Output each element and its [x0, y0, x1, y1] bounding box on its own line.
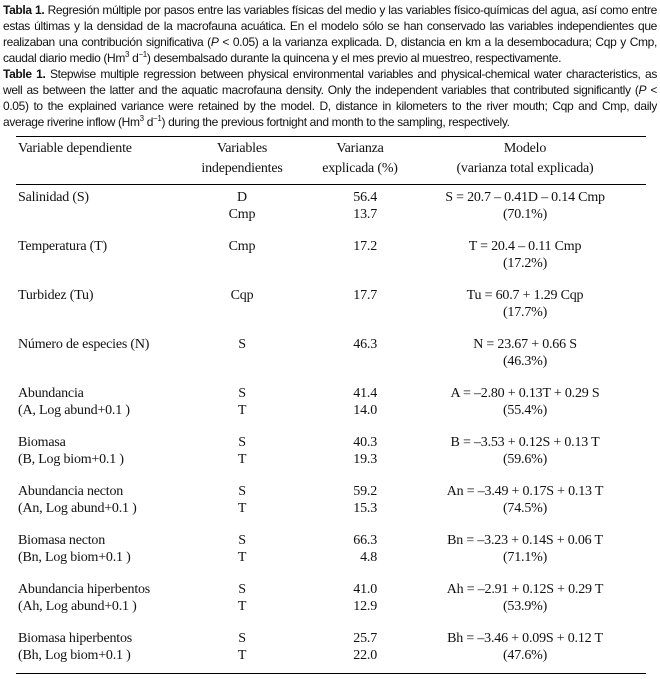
explained-variance: 66.3 [353, 533, 377, 548]
table-caption [3, 2, 657, 130]
model-equation: S = 20.7 – 0.41D – 0.14 Cmp [445, 190, 605, 205]
dependent-variable: Abundancia necton [18, 484, 124, 499]
independent-variable: T [237, 648, 247, 663]
explained-variance: 15.3 [353, 501, 377, 516]
caption-line [3, 50, 657, 66]
explained-variance: 40.3 [353, 435, 377, 450]
caption-line [3, 114, 657, 130]
caption-line [3, 66, 657, 82]
model-equation: (55.4%) [502, 403, 548, 418]
independent-variable: S [238, 533, 246, 548]
superscript: −1 [153, 114, 162, 123]
table-row [0, 532, 660, 581]
table-row [0, 238, 660, 287]
caption-label: Table 1. [3, 67, 46, 81]
model-equation: (74.5%) [502, 501, 548, 516]
model-equation: N = 23.67 + 0.66 S [473, 337, 577, 352]
caption-line [3, 34, 657, 50]
explained-variance: 17.2 [353, 239, 377, 254]
superscript: −1 [138, 50, 147, 59]
explained-variance: 17.7 [353, 288, 377, 303]
table-row [0, 189, 660, 238]
caption-text: d [129, 51, 139, 65]
dependent-variable: (An, Log abund+0.1 ) [18, 501, 137, 516]
table-row [0, 581, 660, 630]
independent-variable: S [238, 337, 246, 352]
caption-text: ) desembalsado durante la quincena y el mes previo al muestreo, respectivamente. [146, 51, 562, 65]
column-header: explicada (%) [322, 161, 398, 176]
independent-variable: S [238, 386, 246, 401]
explained-variance: 14.0 [353, 403, 377, 418]
header-line [0, 140, 660, 157]
caption-text: < 0.05) a la varianza explicada. D, distancia en km a la desembocadura; Cqp y Cmp, [218, 35, 657, 49]
explained-variance: 41.0 [353, 582, 377, 597]
caption-line [3, 2, 657, 18]
header-line [0, 160, 660, 177]
explained-variance: 41.4 [353, 386, 377, 401]
top-rule [16, 136, 646, 137]
explained-variance: 46.3 [353, 337, 377, 352]
independent-variable: D [237, 190, 247, 205]
dependent-variable: (B, Log biom+0.1 ) [18, 452, 124, 467]
caption-label: Tabla 1. [3, 3, 45, 17]
caption-text: average riverine inflow (Hm [3, 115, 140, 129]
independent-variable: S [238, 435, 246, 450]
independent-variable: S [238, 484, 246, 499]
caption-text: P [638, 83, 647, 97]
header-rule [16, 184, 646, 185]
independent-variable: Cqp [230, 288, 254, 303]
caption-text: Stepwise multiple regression between physical environmental variables and physical-chemical water characteristics, as [45, 67, 657, 81]
independent-variable: T [237, 599, 247, 614]
model-equation: (53.9%) [502, 599, 548, 614]
model-equation: (71.1%) [502, 550, 548, 565]
table-row [0, 434, 660, 483]
table-row [0, 385, 660, 434]
explained-variance: 19.3 [353, 452, 377, 467]
independent-variable: Cmp [228, 207, 256, 222]
independent-variable: T [237, 501, 247, 516]
model-equation: Ah = –2.91 + 0.12S + 0.29 T [446, 582, 604, 597]
caption-text: ) during the previous fortnight and month to the sampling, respectively. [161, 115, 510, 129]
model-equation: Bn = –3.23 + 0.14S + 0.06 T [447, 533, 603, 548]
dependent-variable: Biomasa hiperbentos [18, 631, 133, 646]
independent-variable: Cmp [228, 239, 256, 254]
column-header: (varianza total explicada) [456, 161, 594, 176]
column-header: Variables [216, 141, 268, 156]
dependent-variable: Biomasa necton [18, 533, 106, 548]
dependent-variable: (Bn, Log biom+0.1 ) [18, 550, 131, 565]
model-equation: (17.7%) [502, 305, 548, 320]
model-equation: (59.6%) [502, 452, 548, 467]
column-header: independientes [201, 161, 283, 176]
table-body [0, 189, 660, 679]
explained-variance: 22.0 [353, 648, 377, 663]
model-equation: (70.1%) [502, 207, 548, 222]
model-equation: An = –3.49 + 0.17S + 0.13 T [446, 484, 604, 499]
caption-text: 0.05) to the explained variance were retained by the model. D, distance in kilometers to the river mouth; Cqp and Cmp, daily [3, 99, 657, 113]
column-header: Varianza [336, 141, 384, 156]
model-equation: Tu = 60.7 + 1.29 Cqp [466, 288, 584, 303]
column-header: Modelo [503, 141, 547, 156]
caption-text: P [210, 35, 219, 49]
caption-text: caudal diario medio (Hm [3, 51, 126, 65]
explained-variance: 13.7 [353, 207, 377, 222]
explained-variance: 56.4 [353, 190, 377, 205]
dependent-variable: (A, Log abund+0.1 ) [18, 403, 130, 418]
dependent-variable: Abundancia hiperbentos [18, 582, 151, 597]
table-row [0, 287, 660, 336]
model-equation: (46.3%) [502, 354, 548, 369]
caption-line [3, 18, 657, 34]
independent-variable: T [237, 550, 247, 565]
column-header: Variable dependiente [18, 141, 132, 156]
bottom-rule [16, 673, 646, 674]
dependent-variable: Salinidad (S) [18, 190, 89, 205]
dependent-variable: Biomasa [18, 435, 66, 450]
dependent-variable: Número de especies (N) [18, 337, 150, 352]
explained-variance: 12.9 [353, 599, 377, 614]
table-row [0, 336, 660, 385]
superscript: 3 [139, 114, 144, 123]
model-equation: B = –3.53 + 0.12S + 0.13 T [450, 435, 600, 450]
dependent-variable: (Ah, Log abund+0.1 ) [18, 599, 137, 614]
caption-line [3, 82, 657, 98]
dependent-variable: Temperatura (T) [18, 239, 107, 254]
caption-line [3, 98, 657, 114]
caption-text: < [646, 83, 657, 97]
dependent-variable: (Bh, Log biom+0.1 ) [18, 648, 131, 663]
model-equation: T = 20.4 – 0.11 Cmp [468, 239, 582, 254]
caption-text: estas últimas y la densidad de la macrofauna acuática. En el modelo sólo se han conservado las variables independientes que [3, 19, 657, 33]
model-equation: (47.6%) [502, 648, 548, 663]
dependent-variable: Turbidez (Tu) [18, 288, 94, 303]
explained-variance: 4.8 [360, 550, 377, 565]
independent-variable: T [237, 452, 247, 467]
explained-variance: 59.2 [353, 484, 377, 499]
superscript: 3 [125, 50, 130, 59]
caption-text: realizaban una contribución significativa ( [3, 35, 211, 49]
model-equation: A = –2.80 + 0.13T + 0.29 S [450, 386, 600, 401]
table-row [0, 483, 660, 532]
independent-variable: S [238, 631, 246, 646]
caption-text: well as between the latter and the aquatic macrofauna density. Only the independent variables that contributed significantly ( [3, 83, 639, 97]
model-equation: Bh = –3.46 + 0.09S + 0.12 T [447, 631, 603, 646]
explained-variance: 25.7 [353, 631, 377, 646]
model-equation: (17.2%) [502, 256, 548, 271]
independent-variable: S [238, 582, 246, 597]
caption-text: Regresión múltiple por pasos entre las variables físicas del medio y las variables físico-químicas del agua, así como entre [44, 3, 657, 17]
table-row [0, 630, 660, 679]
dependent-variable: Abundancia [18, 386, 84, 401]
caption-text: d [143, 115, 154, 129]
independent-variable: T [237, 403, 247, 418]
